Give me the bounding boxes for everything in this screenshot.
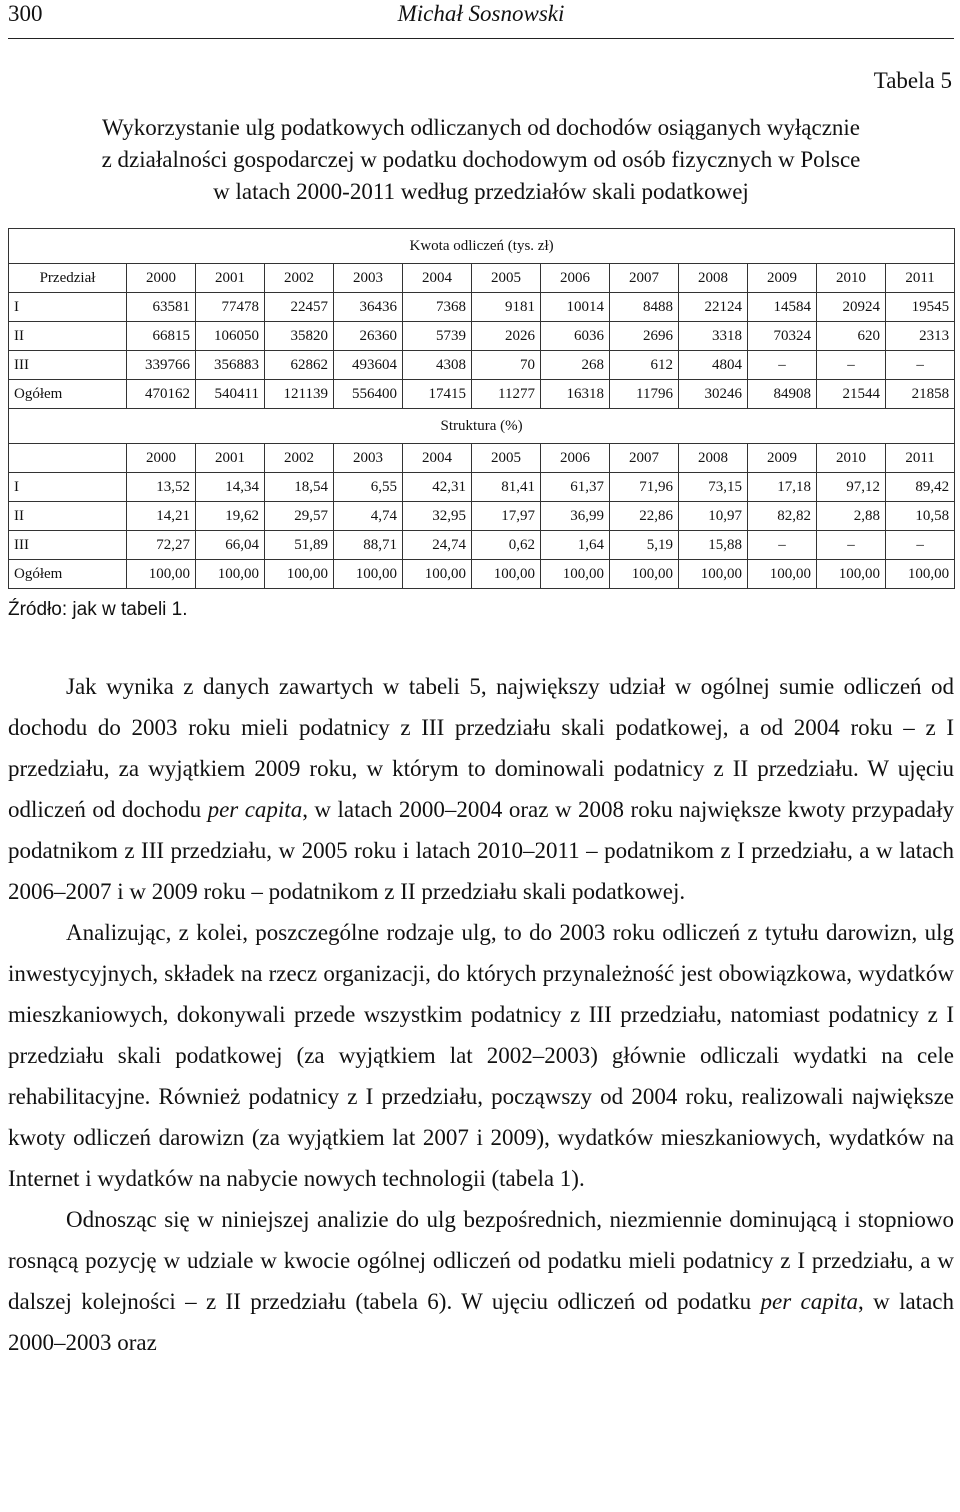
text-run: Jak wynika z danych zawartych w tabeli 5, największy udział w ogólnej sumie odliczeń od dochodu do 2003 roku mieli podatnicy z III przedziału skali podatkowej, a od 2004 roku – z I przedziału, za wyjątkiem 2009 roku, w którym to dominowali podatnicy z II przedziału. W ujęciu odliczeń od dochodu bbox=[8, 674, 954, 822]
year-header: 2010 bbox=[817, 444, 886, 473]
page-header bbox=[8, 0, 954, 39]
table-row bbox=[9, 380, 955, 409]
table-cell: 620 bbox=[817, 322, 886, 351]
table-cell: 0,62 bbox=[472, 531, 541, 560]
table-cell: 36,99 bbox=[541, 502, 610, 531]
table-row bbox=[9, 322, 955, 351]
text-run: Odnosząc się w niniejszej analizie do ulg bezpośrednich, niezmiennie dominującą i stopniowo rosnącą pozycję w udziale w kwocie ogólnej odliczeń od podatku mieli podatnicy z I przedziału, a w dalszej kolejności – z II przedziału (tabela 6). W ujęciu odliczeń od podatku bbox=[8, 1207, 954, 1314]
text-run: , w latach 2000–2004 oraz w 2008 roku największe kwoty przypadały podatnikom z III przedziału, w 2005 roku i latach 2010–2011 – podatnikom z I przedziału, a w latach 2006–2007 i w 2009 roku – podatnikom z II przedziału skali podatkowej. bbox=[8, 797, 954, 904]
table-title-line: w latach 2000-2011 według przedziałów skali podatkowej bbox=[213, 179, 749, 204]
data-table bbox=[8, 228, 955, 589]
year-header: 2006 bbox=[541, 444, 610, 473]
table-cell: 32,95 bbox=[403, 502, 472, 531]
year-header: 2008 bbox=[679, 264, 748, 293]
table-cell: 106050 bbox=[196, 322, 265, 351]
table-cell: 20924 bbox=[817, 293, 886, 322]
table-cell: 121139 bbox=[265, 380, 334, 409]
year-header: 2000 bbox=[127, 444, 196, 473]
table-cell: 4804 bbox=[679, 351, 748, 380]
row-label: I bbox=[9, 473, 127, 502]
table-cell: 2696 bbox=[610, 322, 679, 351]
table-cell: 17,97 bbox=[472, 502, 541, 531]
table-cell: 493604 bbox=[334, 351, 403, 380]
table-row bbox=[9, 560, 955, 589]
table-cell: 70 bbox=[472, 351, 541, 380]
table-cell: – bbox=[748, 351, 817, 380]
table-cell: 35820 bbox=[265, 322, 334, 351]
row-label: Ogółem bbox=[9, 560, 127, 589]
table-cell: 100,00 bbox=[403, 560, 472, 589]
year-header: 2002 bbox=[265, 264, 334, 293]
table-cell: 100,00 bbox=[817, 560, 886, 589]
table-cell: 14,34 bbox=[196, 473, 265, 502]
text-run: , w latach 2000–2003 oraz bbox=[8, 1289, 954, 1355]
table-cell: 356883 bbox=[196, 351, 265, 380]
row-label: III bbox=[9, 351, 127, 380]
table-cell: 77478 bbox=[196, 293, 265, 322]
year-header: 2010 bbox=[817, 264, 886, 293]
section-title-amounts: Kwota odliczeń (tys. zł) bbox=[9, 229, 955, 264]
section-title-structure-row bbox=[9, 409, 955, 444]
table-label: Tabela 5 bbox=[873, 68, 952, 93]
table-title-line: Wykorzystanie ulg podatkowych odliczanych od dochodów osiąganych wyłącznie bbox=[101, 115, 861, 140]
table-cell: 66,04 bbox=[196, 531, 265, 560]
table-cell: 9181 bbox=[472, 293, 541, 322]
table-cell: 5739 bbox=[403, 322, 472, 351]
table-cell: 2,88 bbox=[817, 502, 886, 531]
text-run: Analizując, z kolei, poszczególne rodzaje ulg, to do 2003 roku odliczeń z tytułu darowizn, ulg inwestycyjnych, składek na rzecz organizacji, do których przynależność jest obowiązkowa, wydatków mieszkaniowych, dokonywali przede wszystkim podatnicy z III przedziału, natomiast podatnicy z I przedziału skali podatkowej (za wyjątkiem lat 2002–2003) głównie odliczali wydatki na cele rehabilitacyjne. Również podatnicy z I przedziału, począwszy od 2004 roku, realizowali największe kwoty odliczeń darowizn (za wyjątkiem lat 2007 i 2009), wydatków mieszkaniowych, wydatków na Internet i wydatków na nabycie nowych technologii (tabela 1). bbox=[8, 920, 954, 1191]
year-header-row bbox=[9, 444, 955, 473]
year-header: 2008 bbox=[679, 444, 748, 473]
table-cell: – bbox=[886, 531, 955, 560]
table-cell: 100,00 bbox=[748, 560, 817, 589]
table-cell: 10,58 bbox=[886, 502, 955, 531]
table-cell: 26360 bbox=[334, 322, 403, 351]
italic-phrase: per capita bbox=[760, 1289, 858, 1314]
section-title-amounts-row bbox=[9, 229, 955, 264]
year-header: 2001 bbox=[196, 264, 265, 293]
table-cell: 14,21 bbox=[127, 502, 196, 531]
page-number: 300 bbox=[8, 1, 43, 26]
table-cell: 82,82 bbox=[748, 502, 817, 531]
year-header: 2004 bbox=[403, 264, 472, 293]
table-cell: – bbox=[748, 531, 817, 560]
year-header: 2000 bbox=[127, 264, 196, 293]
table-title-line: z działalności gospodarczej w podatku dochodowym od osób fizycznych w Polsce bbox=[101, 147, 861, 172]
italic-phrase: per capita bbox=[207, 797, 303, 822]
table-cell: 7368 bbox=[403, 293, 472, 322]
table-cell: 73,15 bbox=[679, 473, 748, 502]
table-cell: 89,42 bbox=[886, 473, 955, 502]
table-cell: 100,00 bbox=[610, 560, 679, 589]
table-cell: 4308 bbox=[403, 351, 472, 380]
table-cell: 16318 bbox=[541, 380, 610, 409]
table-cell: – bbox=[817, 531, 886, 560]
table-cell: 100,00 bbox=[127, 560, 196, 589]
table-cell: 88,71 bbox=[334, 531, 403, 560]
table-cell: 21544 bbox=[817, 380, 886, 409]
table-cell: 4,74 bbox=[334, 502, 403, 531]
table-cell: 1,64 bbox=[541, 531, 610, 560]
table-cell: 8488 bbox=[610, 293, 679, 322]
table-cell: 17,18 bbox=[748, 473, 817, 502]
paragraph bbox=[8, 912, 954, 1199]
table-cell: 339766 bbox=[127, 351, 196, 380]
table-cell: 11796 bbox=[610, 380, 679, 409]
table-cell: 19,62 bbox=[196, 502, 265, 531]
year-header: 2004 bbox=[403, 444, 472, 473]
table-cell: 22457 bbox=[265, 293, 334, 322]
table-cell: 30246 bbox=[679, 380, 748, 409]
table-cell: 19545 bbox=[886, 293, 955, 322]
row-label: II bbox=[9, 502, 127, 531]
table-cell: 81,41 bbox=[472, 473, 541, 502]
source-note: Źródło: jak w tabeli 1. bbox=[8, 599, 188, 620]
table-cell: 5,19 bbox=[610, 531, 679, 560]
year-header: 2001 bbox=[196, 444, 265, 473]
table-cell: 61,37 bbox=[541, 473, 610, 502]
table-cell: 51,89 bbox=[265, 531, 334, 560]
table-cell: 63581 bbox=[127, 293, 196, 322]
section-title-structure: Struktura (%) bbox=[9, 409, 955, 444]
year-header: 2003 bbox=[334, 444, 403, 473]
year-header: 2005 bbox=[472, 444, 541, 473]
table-cell: – bbox=[886, 351, 955, 380]
table-cell: 36436 bbox=[334, 293, 403, 322]
row-label: Ogółem bbox=[9, 380, 127, 409]
row-label: II bbox=[9, 322, 127, 351]
table-cell: 17415 bbox=[403, 380, 472, 409]
row-label: III bbox=[9, 531, 127, 560]
table-cell: 24,74 bbox=[403, 531, 472, 560]
table-row bbox=[9, 293, 955, 322]
row-label: I bbox=[9, 293, 127, 322]
table-cell: 470162 bbox=[127, 380, 196, 409]
table-cell: 22124 bbox=[679, 293, 748, 322]
table-cell: 62862 bbox=[265, 351, 334, 380]
table-cell: 556400 bbox=[334, 380, 403, 409]
table-cell: 71,96 bbox=[610, 473, 679, 502]
table-cell: 84908 bbox=[748, 380, 817, 409]
year-header: 2003 bbox=[334, 264, 403, 293]
table-cell: 540411 bbox=[196, 380, 265, 409]
table-cell: 6,55 bbox=[334, 473, 403, 502]
table-cell: 14584 bbox=[748, 293, 817, 322]
table-cell: 18,54 bbox=[265, 473, 334, 502]
year-header: 2007 bbox=[610, 264, 679, 293]
table-row bbox=[9, 502, 955, 531]
table-cell: 29,57 bbox=[265, 502, 334, 531]
table-cell: 2313 bbox=[886, 322, 955, 351]
table-cell: 2026 bbox=[472, 322, 541, 351]
table-cell: 72,27 bbox=[127, 531, 196, 560]
table-cell: 612 bbox=[610, 351, 679, 380]
paragraph bbox=[8, 666, 954, 912]
body-text bbox=[8, 666, 954, 1363]
col-header-przedzial bbox=[9, 444, 127, 473]
table-cell: 3318 bbox=[679, 322, 748, 351]
paragraph bbox=[8, 1199, 954, 1363]
table-cell: 10014 bbox=[541, 293, 610, 322]
year-header: 2007 bbox=[610, 444, 679, 473]
table-cell: 15,88 bbox=[679, 531, 748, 560]
table-row bbox=[9, 473, 955, 502]
table-cell: 21858 bbox=[886, 380, 955, 409]
running-header-author: Michał Sosnowski bbox=[397, 1, 565, 26]
table-cell: 10,97 bbox=[679, 502, 748, 531]
table-cell: 66815 bbox=[127, 322, 196, 351]
table-cell: 100,00 bbox=[196, 560, 265, 589]
table-cell: 100,00 bbox=[679, 560, 748, 589]
table-cell: 100,00 bbox=[886, 560, 955, 589]
year-header: 2005 bbox=[472, 264, 541, 293]
year-header: 2002 bbox=[265, 444, 334, 473]
year-header: 2011 bbox=[886, 444, 955, 473]
table-cell: 268 bbox=[541, 351, 610, 380]
table-cell: 22,86 bbox=[610, 502, 679, 531]
year-header: 2011 bbox=[886, 264, 955, 293]
table-cell: 100,00 bbox=[334, 560, 403, 589]
year-header-row bbox=[9, 264, 955, 293]
col-header-przedzial: Przedział bbox=[9, 264, 127, 293]
table-cell: 100,00 bbox=[265, 560, 334, 589]
table-cell: 97,12 bbox=[817, 473, 886, 502]
table-cell: 11277 bbox=[472, 380, 541, 409]
year-header: 2009 bbox=[748, 444, 817, 473]
table-cell: 6036 bbox=[541, 322, 610, 351]
table-cell: 42,31 bbox=[403, 473, 472, 502]
table-cell: 13,52 bbox=[127, 473, 196, 502]
table-cell: – bbox=[817, 351, 886, 380]
year-header: 2006 bbox=[541, 264, 610, 293]
table-row bbox=[9, 531, 955, 560]
table-cell: 70324 bbox=[748, 322, 817, 351]
table-title bbox=[8, 112, 954, 208]
table-cell: 100,00 bbox=[472, 560, 541, 589]
year-header: 2009 bbox=[748, 264, 817, 293]
table-cell: 100,00 bbox=[541, 560, 610, 589]
table-row bbox=[9, 351, 955, 380]
